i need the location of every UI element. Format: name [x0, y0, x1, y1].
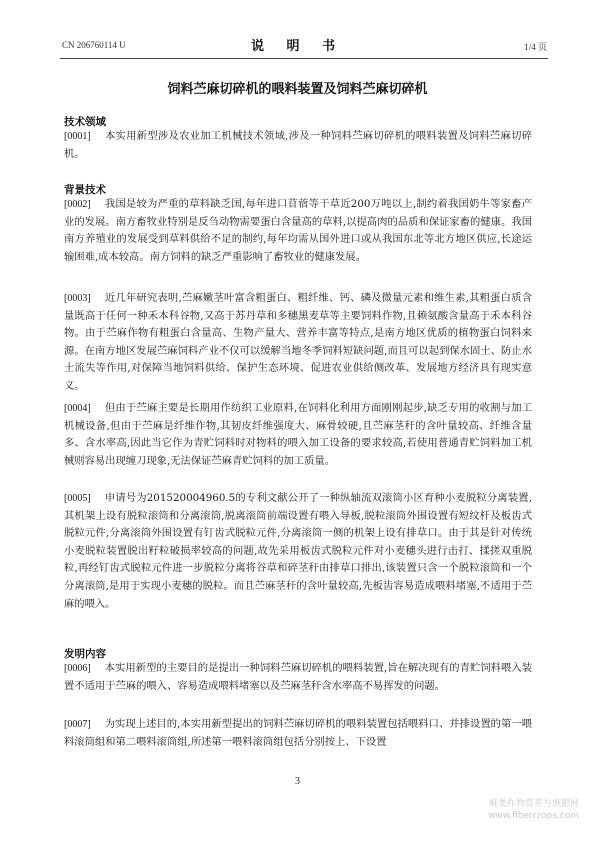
paragraph-number: [0003]: [64, 293, 91, 304]
paragraph-0006: [64, 660, 532, 695]
paragraph-text: 近几年研究表明,苎麻嫩茎叶富含粗蛋白、粗纤维、钙、磷及微量元素和维生素,其粗蛋白质含量既高于任何一种禾本科谷物,又高于苏丹草和多穗黑麦草等主要饲料作物,且赖氨酸含量高于禾本科谷物。由于苎麻作物有粗蛋白含量高、生物产量大、营养丰富等特点,是南方地区优质的植物蛋白饲料来源。在南方地区发展苎麻饲料产业不仅可以缓解当地冬季饲料短缺问题,而且可以起到保水固土、防止水土流失等作用,对保障当地饲料供给、保护生态环境、促进农业供给侧改革、发展地方经济具有现实意义。: [64, 292, 532, 392]
paragraph-text: 本实用新型涉及农业加工机械技术领域,涉及一种饲料苎麻切碎机的喂料装置及饲料苎麻切碎机。: [64, 130, 532, 160]
paragraph-0001: [64, 128, 532, 163]
document-title: 饲料苎麻切碎机的喂料装置及饲料苎麻切碎机: [167, 82, 428, 97]
section-heading-technical-field: 技术领域: [64, 116, 106, 128]
paragraph-0003: [64, 290, 532, 396]
paragraph-number: [0002]: [64, 199, 91, 210]
header-doc-type: 说 明 书: [250, 39, 345, 54]
section-heading-background: 背景技术: [64, 184, 106, 196]
paragraph-number: [0007]: [64, 719, 91, 730]
section-heading-summary: 发明内容: [64, 648, 106, 660]
paragraph-text: 为实现上述目的,本实用新型提出的饲料苎麻切碎机的喂料装置包括喂料口、并排设置的第一喂料滚筒组和第二喂料滚筒组,所述第一喂料滚筒组包括分别按上、下设置: [64, 718, 532, 748]
paragraph-text: 本实用新型的主要目的是提出一种饲料苎麻切碎机的喂料装置,旨在解决现有的青贮饲料喂入装置不适用于苎麻的喂入、容易造成喂料堵塞以及苎麻茎秆含水率高不易挥发的问题。: [64, 662, 532, 692]
paragraph-number: [0006]: [64, 663, 91, 674]
paragraph-0002: [64, 196, 532, 266]
paragraph-text: 申请号为201520004960.5的专利文献公开了一种纵轴流双滚筒小区育种小麦脱粒分离装置,其机架上设有脱粒滚筒和分离滚筒,脱离滚筒前端设置有喂入导板,脱粒滚筒外围设置有短纹杆及板齿式脱粒元件,分离滚筒外围设置有钉齿式脱粒元件,分离滚筒一侧的机架上设有排草口。由于其是针对传统小麦脱粒装置脱出籽粒破损率较高的问题,故先采用板齿式脱粒元件对小麦穗头进行击打、揉搓双重脱粒,再经钉齿式脱粒元件进一步脱粒分离将谷草和碎茎秆由排草口排出,该装置只含一个脱粒滚筒和一个分离滚筒,是用于实现小麦穗的脱粒。而且苎麻茎秆的含叶量较高,先板齿容易造成喂料堵塞,不适用于苎麻的喂入。: [64, 492, 532, 610]
header-patent-number: CN 206760114 U: [62, 40, 126, 50]
watermark-line-1: 麻类作物营养与施肥网: [488, 799, 579, 809]
paragraph-text: 我国是较为严重的草料缺乏国,每年进口苜蓿等干草近200万吨以上,制约着我国奶牛等家畜产业的发展。南方畜牧业特别是反刍动物需要蛋白含量高的草料,以提高肉的品质和保证家畜的健康。我国南方养殖业的发展受到草料供给不足的制约,每年均需从国外进口或从我国东北等北方地区供应,长途运输困难,成本较高。南方饲料的缺乏严重影响了畜牧业的健康发展。: [64, 198, 532, 263]
paragraph-0005: [64, 490, 532, 613]
header-rule: [60, 58, 548, 59]
paragraph-number: [0004]: [64, 403, 91, 414]
watermark: [488, 798, 579, 822]
paragraph-0004: [64, 400, 532, 470]
paragraph-text: 但由于苎麻主要是长期用作纺织工业原料,在饲料化利用方面刚刚起步,缺乏专用的收割与加工机械设备,但由于苎麻是纤维作物,其韧皮纤维强度大、麻骨较硬,且苎麻茎秆的含叶量较高、纤维含量多、含水率高,因此当它作为青贮饲料时对物料的喂入加工设备的要求较高,若使用普通青贮饲料加工机械则容易出现缠刀现象,无法保证苎麻青贮饲料的加工质量。: [64, 402, 532, 467]
watermark-line-2: www.fibercrops.com: [488, 811, 579, 821]
paragraph-number: [0001]: [64, 131, 91, 142]
paragraph-number: [0005]: [64, 493, 91, 504]
paragraph-0007: [64, 716, 532, 751]
page-number: 3: [295, 776, 300, 787]
header-page-info: 1/4 页: [524, 42, 547, 52]
